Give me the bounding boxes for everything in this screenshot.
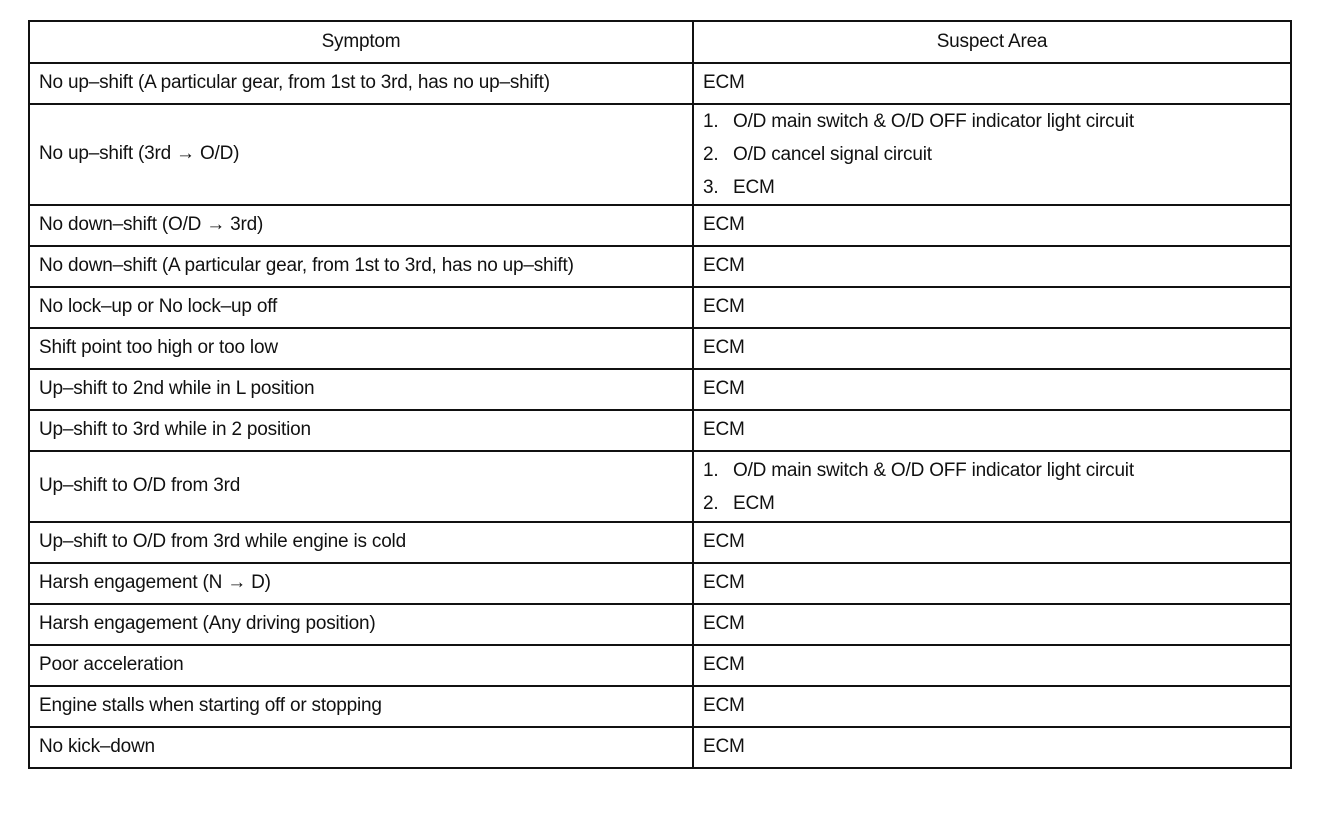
symptom-cell: Up–shift to 3rd while in 2 position bbox=[29, 410, 693, 451]
symptom-cell: Up–shift to 2nd while in L position bbox=[29, 369, 693, 410]
table-row bbox=[29, 604, 1291, 645]
table-row bbox=[29, 287, 1291, 328]
suspect-list-item bbox=[703, 171, 1290, 204]
suspect-cell: ECM bbox=[693, 686, 1291, 727]
suspect-list-item bbox=[703, 454, 1290, 487]
table-row bbox=[29, 205, 1291, 246]
symptom-cell: No lock–up or No lock–up off bbox=[29, 287, 693, 328]
table-row bbox=[29, 522, 1291, 563]
item-text: ECM bbox=[733, 492, 775, 514]
table-row bbox=[29, 727, 1291, 768]
table-row bbox=[29, 686, 1291, 727]
item-number: 3. bbox=[703, 177, 719, 198]
suspect-list bbox=[703, 105, 1290, 204]
table-row bbox=[29, 104, 1291, 205]
symptom-cell: Shift point too high or too low bbox=[29, 328, 693, 369]
item-number: 1. bbox=[703, 459, 719, 481]
table-row bbox=[29, 246, 1291, 287]
table-row bbox=[29, 410, 1291, 451]
item-text: ECM bbox=[733, 177, 775, 198]
symptom-cell: Harsh engagement (N → D) bbox=[29, 563, 693, 604]
suspect-cell: ECM bbox=[693, 287, 1291, 328]
table-row bbox=[29, 451, 1291, 522]
suspect-cell: ECM bbox=[693, 563, 1291, 604]
item-number: 1. bbox=[703, 111, 719, 132]
header-row bbox=[29, 21, 1291, 63]
suspect-cell: ECM bbox=[693, 522, 1291, 563]
suspect-cell: ECM bbox=[693, 63, 1291, 104]
suspect-cell: ECM bbox=[693, 328, 1291, 369]
table-row bbox=[29, 563, 1291, 604]
suspect-cell: ECM bbox=[693, 410, 1291, 451]
suspect-cell: ECM bbox=[693, 369, 1291, 410]
item-number: 2. bbox=[703, 144, 719, 165]
suspect-cell: ECM bbox=[693, 645, 1291, 686]
suspect-cell bbox=[693, 104, 1291, 205]
suspect-cell bbox=[693, 451, 1291, 522]
symptom-cell: No up–shift (3rd → O/D) bbox=[29, 104, 693, 205]
header-symptom: Symptom bbox=[29, 21, 693, 63]
table-row bbox=[29, 645, 1291, 686]
suspect-cell: ECM bbox=[693, 205, 1291, 246]
suspect-cell: ECM bbox=[693, 727, 1291, 768]
symptom-cell: No down–shift (O/D → 3rd) bbox=[29, 205, 693, 246]
suspect-list bbox=[703, 454, 1290, 520]
suspect-list-item bbox=[703, 138, 1290, 171]
header-suspect-area: Suspect Area bbox=[693, 21, 1291, 63]
symptom-cell: Up–shift to O/D from 3rd while engine is cold bbox=[29, 522, 693, 563]
symptom-cell: Harsh engagement (Any driving position) bbox=[29, 604, 693, 645]
item-text: O/D main switch & O/D OFF indicator light circuit bbox=[733, 459, 1134, 481]
table-row bbox=[29, 328, 1291, 369]
suspect-cell: ECM bbox=[693, 604, 1291, 645]
symptom-cell: Up–shift to O/D from 3rd bbox=[29, 451, 693, 522]
suspect-list-item bbox=[703, 487, 1290, 520]
symptom-cell: Poor acceleration bbox=[29, 645, 693, 686]
suspect-cell: ECM bbox=[693, 246, 1291, 287]
symptom-cell: Engine stalls when starting off or stopping bbox=[29, 686, 693, 727]
symptom-table bbox=[28, 20, 1292, 769]
table-row bbox=[29, 369, 1291, 410]
item-text: O/D main switch & O/D OFF indicator light circuit bbox=[733, 111, 1134, 132]
symptom-cell: No up–shift (A particular gear, from 1st to 3rd, has no up–shift) bbox=[29, 63, 693, 104]
suspect-list-item bbox=[703, 105, 1290, 138]
item-text: O/D cancel signal circuit bbox=[733, 144, 932, 165]
item-number: 2. bbox=[703, 492, 719, 514]
symptom-cell: No down–shift (A particular gear, from 1st to 3rd, has no up–shift) bbox=[29, 246, 693, 287]
symptom-cell: No kick–down bbox=[29, 727, 693, 768]
table-row bbox=[29, 63, 1291, 104]
